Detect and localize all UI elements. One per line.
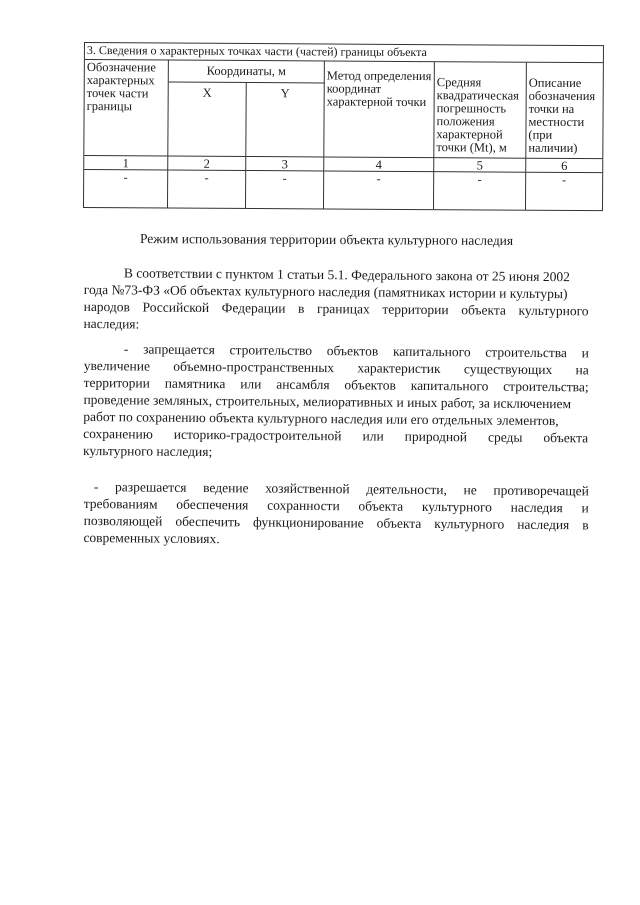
text-line: требованиям обеспечения сохранности объекта культурного наследия и	[83, 495, 589, 516]
restriction-paragraph	[83, 340, 589, 463]
text-line: - разрешается ведение хозяйственной деятельности, не противоречащей	[93, 479, 589, 499]
text-line: - запрещается строительство объектов капитального строительства и	[123, 341, 589, 361]
text-line: проведение земляных, строительных, мелиоративных и иных работ, за исключением	[83, 391, 572, 412]
permission-paragraph	[83, 478, 589, 550]
text-line: народов Российской Федерации в границах территории объекта культурного	[83, 298, 589, 319]
text-line: увеличение объемно-пространственных характеристик существующих на	[83, 357, 589, 378]
table-cell: -	[84, 170, 168, 208]
header-description: Описание обозначения точки на местности (при наличии)	[526, 63, 603, 159]
intro-paragraph	[83, 264, 589, 336]
col-number: 5	[434, 158, 526, 173]
col-number: 3	[246, 157, 324, 171]
table-cell: -	[434, 172, 526, 210]
table-cell: -	[168, 171, 246, 208]
col-number: 6	[526, 159, 602, 173]
text-line: территории памятника или ансамбля объектов капитального строительства;	[83, 374, 589, 395]
table-cell: -	[324, 171, 434, 209]
text-line: В соответствии с пунктом 1 статьи 5.1. Федерального закона от 25 июня 2002	[123, 265, 570, 285]
col-number: 4	[324, 157, 434, 172]
col-number: 1	[84, 156, 168, 171]
header-y: Y	[246, 83, 324, 157]
text-line: работ по сохранению объекта культурного наследия или его отдельных элементов,	[83, 408, 559, 429]
header-x: X	[168, 83, 246, 157]
header-point-designation: Обозначение характерных точек части границы	[84, 60, 169, 157]
col-number: 2	[168, 157, 246, 171]
text-line: года №73-ФЗ «Об объектах культурного наследия (памятниках истории и культуры)	[83, 281, 568, 302]
text-line: наследия:	[83, 315, 140, 332]
text-line: культурного наследия;	[82, 442, 213, 460]
table-cell: -	[562, 172, 567, 187]
header-error: Средняя квадратическая погрешность положения характерной точки (Mt), м	[434, 62, 527, 159]
boundary-points-table	[83, 42, 604, 211]
header-method: Метод определения координат характерной точки	[324, 61, 435, 158]
table-title: 3. Сведения о характерных точках части (частей) границы объекта	[85, 43, 603, 63]
section-heading: Режим использования территории объекта культурного наследия	[139, 231, 514, 248]
header-coordinates: Координаты, м	[169, 61, 325, 84]
text-line: современных условиях.	[83, 529, 220, 547]
text-line: позволяющей обеспечить функционирование объекта культурного наследия в	[83, 512, 589, 533]
text-line: сохранению историко-градостроительной или природной среды объекта	[83, 425, 589, 446]
table-cell: -	[246, 171, 324, 208]
